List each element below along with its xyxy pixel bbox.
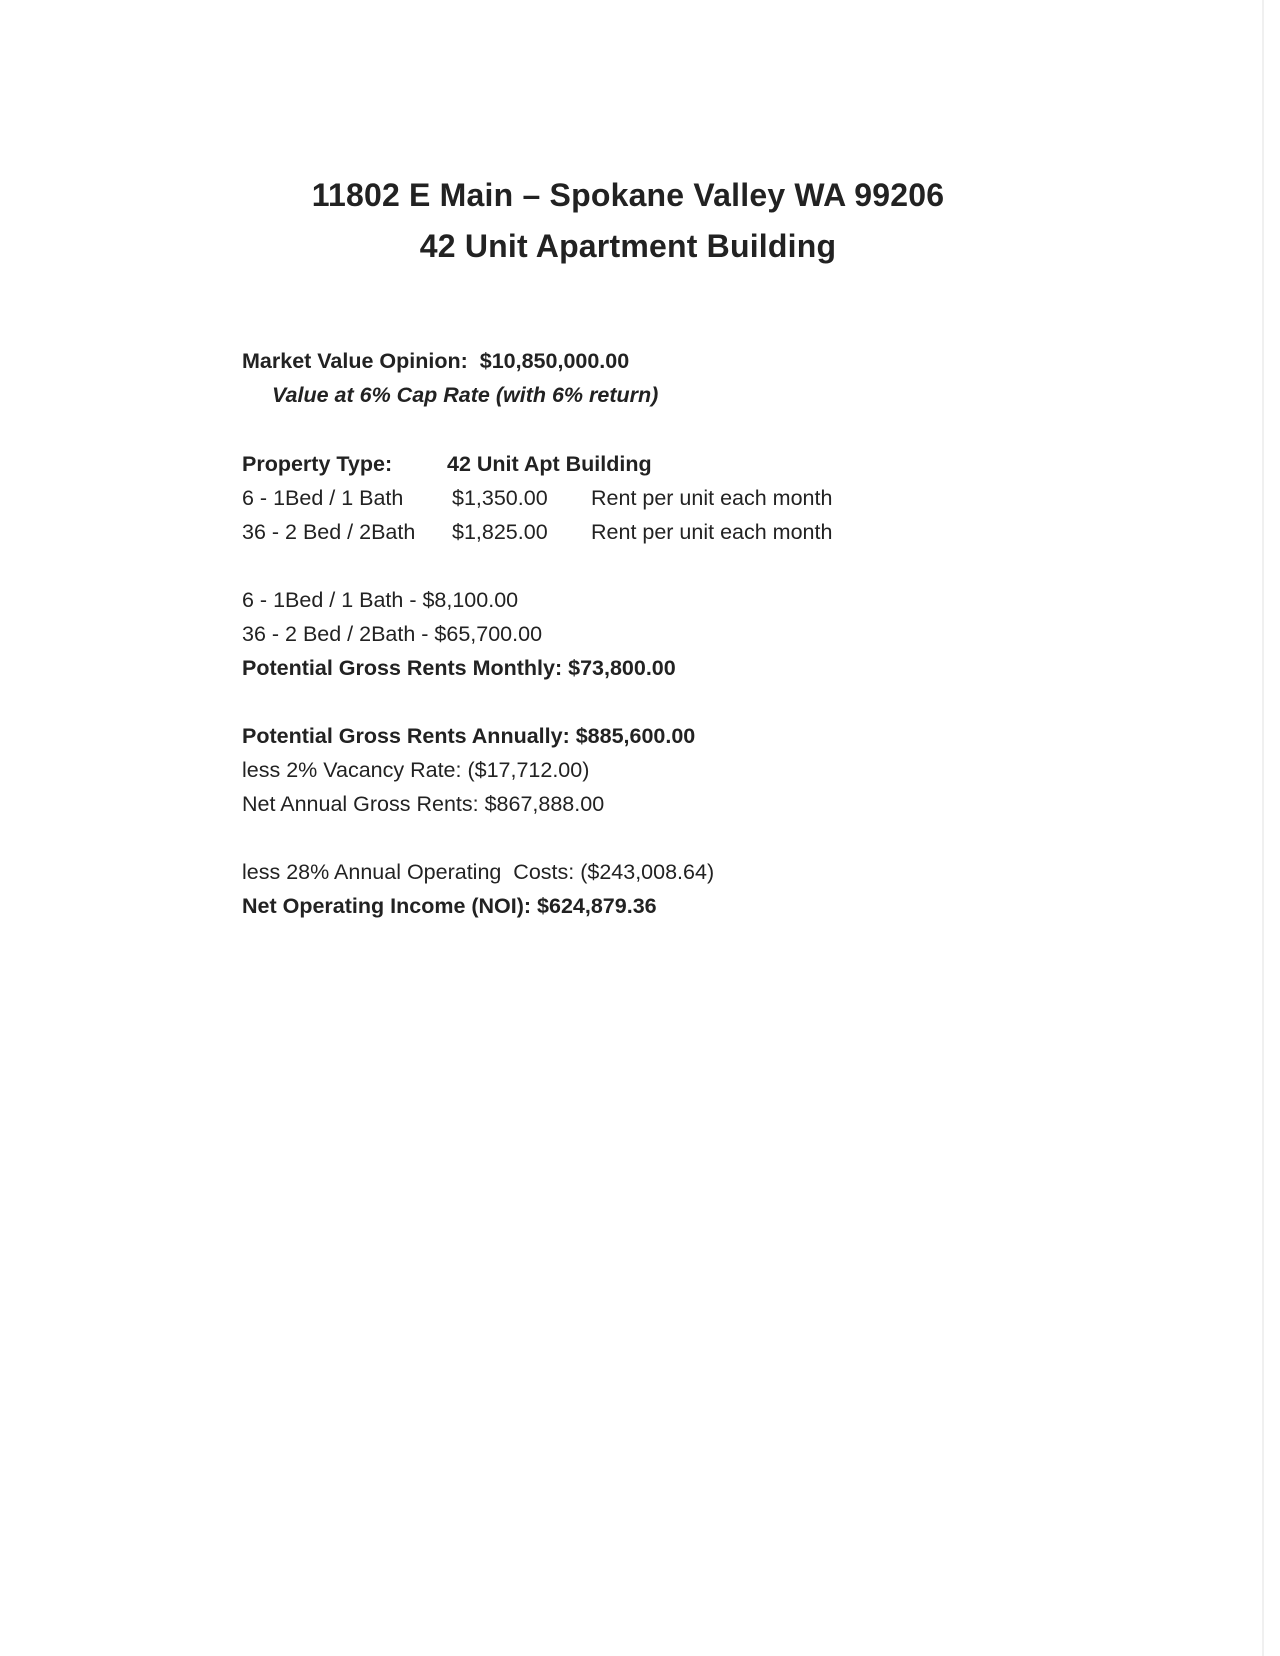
- market-value-label: Market Value Opinion:: [242, 349, 468, 373]
- monthly-row-1bed: 6 - 1Bed / 1 Bath - $8,100.00: [242, 588, 519, 612]
- net-annual-line: Net Annual Gross Rents: $867,888.00: [242, 792, 605, 816]
- market-value-amount: $10,850,000.00: [479, 349, 630, 373]
- scan-edge: [1262, 0, 1264, 1656]
- market-value-line: [242, 349, 629, 374]
- unit-row-1-rent: $1,350.00: [452, 486, 548, 510]
- document-title-building: 42 Unit Apartment Building: [419, 228, 837, 264]
- cap-rate-note: Value at 6% Cap Rate (with 6% return): [272, 383, 659, 407]
- document-title-address: 11802 E Main – Spokane Valley WA 99206: [311, 177, 945, 213]
- unit-row-2-desc: Rent per unit each month: [591, 520, 833, 544]
- noi-line: Net Operating Income (NOI): $624,879.36: [242, 894, 657, 918]
- property-type-value: 42 Unit Apt Building: [447, 452, 652, 476]
- unit-row-1-unit: 6 - 1Bed / 1 Bath: [242, 486, 404, 510]
- annual-gross: Potential Gross Rents Annually: $885,600.00: [242, 724, 696, 748]
- monthly-row-2bed: 36 - 2 Bed / 2Bath - $65,700.00: [242, 622, 543, 646]
- property-type-label: Property Type:: [242, 452, 393, 476]
- operating-costs-line: less 28% Annual Operating Costs: ($243,008.64): [242, 860, 715, 884]
- unit-row-2-unit: 36 - 2 Bed / 2Bath: [242, 520, 416, 544]
- vacancy-line: less 2% Vacancy Rate: ($17,712.00): [242, 758, 590, 782]
- unit-row-2-rent: $1,825.00: [452, 520, 548, 544]
- monthly-total: Potential Gross Rents Monthly: $73,800.00: [242, 656, 676, 680]
- unit-row-1-desc: Rent per unit each month: [591, 486, 833, 510]
